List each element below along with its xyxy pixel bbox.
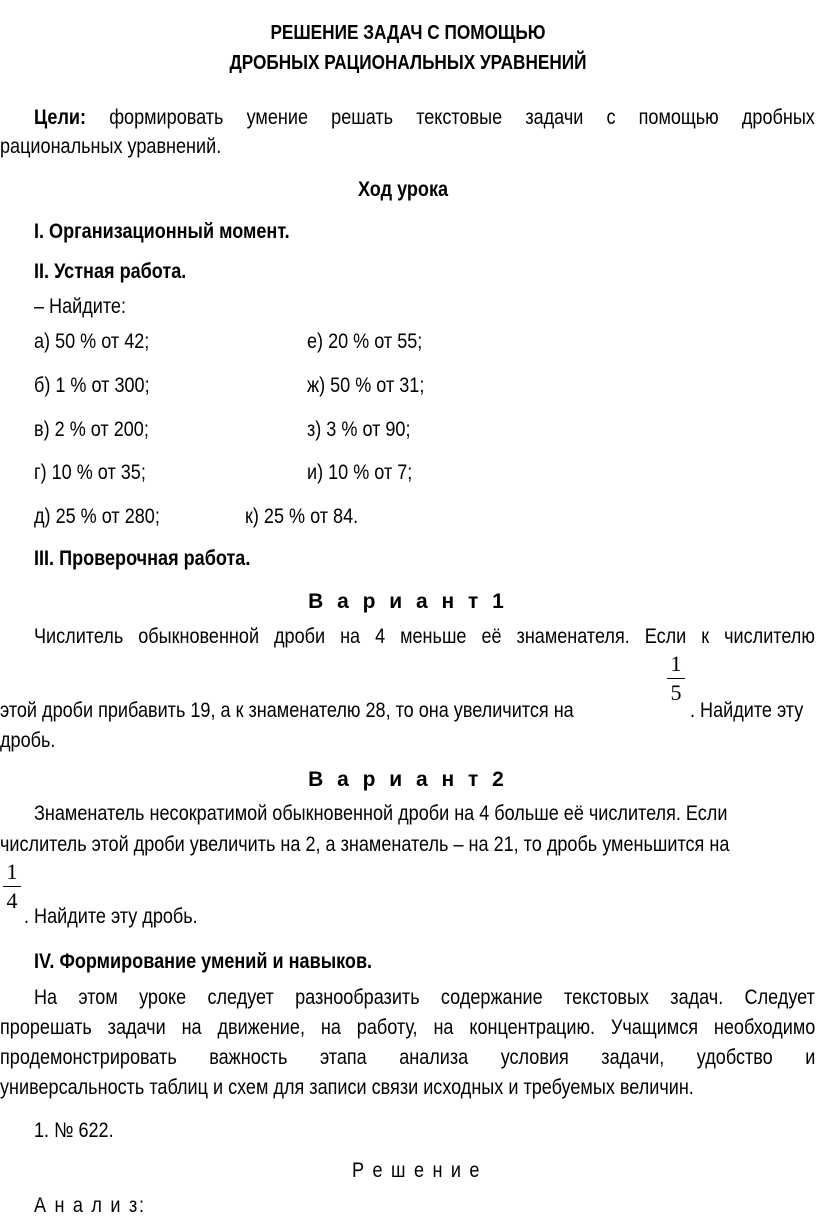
variant-2-heading: В а р и а н т 2 (308, 768, 508, 791)
variant-2-line-3: . Найдите эту дробь. (24, 905, 198, 928)
fraction-numerator: 1 (6, 859, 18, 884)
variant-2-fraction (0, 860, 24, 913)
goals-line-2: рациональных уравнений. (0, 135, 222, 158)
fraction-bar (3, 886, 21, 887)
oral-task-a: а) 50 % от 42; (34, 330, 150, 353)
fraction-denominator: 5 (670, 680, 682, 705)
section-2-heading: II. Устная работа. (34, 260, 187, 283)
variant-1-line-2-end: . Найдите эту (690, 699, 804, 722)
variant-1-heading: В а р и а н т 1 (308, 590, 508, 613)
skills-line-1: На этом уроке следует разнообразить содержание текстовых задач. Следует (34, 986, 815, 1009)
variant-2-line-1: Знаменатель несократимой обыкновенной дроби на 4 больше её числителя. Если (34, 802, 728, 825)
title-line-1: РЕШЕНИЕ ЗАДАЧ С ПОМОЩЬЮ (270, 22, 546, 44)
variant-2-line-2: числитель этой дроби увеличить на 2, а знаменатель – на 21, то дробь уменьшится на (0, 833, 730, 856)
skills-line-3: продемонстрировать важность этапа анализа условия задачи, удобство и (0, 1046, 816, 1069)
solution-label: Р е ш е н и е (352, 1159, 482, 1182)
variant-1-line-1: Числитель обыкновенной дроби на 4 меньше её знаменателя. Если к числителю (34, 625, 815, 648)
fraction-bar (667, 678, 685, 679)
oral-task-g: г) 10 % от 35; (34, 461, 146, 484)
oral-task-b: б) 1 % от 300; (34, 374, 150, 397)
title-line-2: ДРОБНЫХ РАЦИОНАЛЬНЫХ УРАВНЕНИЙ (229, 52, 587, 74)
oral-task-e: е) 20 % от 55; (307, 330, 423, 353)
variant-1-line-2: этой дроби прибавить 19, а к знаменателю 28, то она увеличится на (0, 699, 574, 722)
section-3-heading: III. Проверочная работа. (34, 547, 251, 570)
fraction-denominator: 4 (6, 888, 18, 913)
oral-task-v: в) 2 % от 200; (34, 418, 149, 441)
oral-task-zh: ж) 50 % от 31; (307, 374, 425, 397)
variant-1-fraction (664, 652, 688, 705)
section-1-heading: I. Организационный момент. (34, 220, 290, 243)
oral-task-z: з) 3 % от 90; (307, 418, 411, 441)
analysis-label: А н а л и з: (34, 1194, 146, 1217)
variant-1-line-3: дробь. (0, 729, 56, 752)
task-1-label: 1. № 622. (34, 1119, 114, 1142)
oral-task-k: к) 25 % от 84. (245, 505, 359, 528)
fraction-numerator: 1 (670, 651, 682, 676)
section-4-heading: IV. Формирование умений и навыков. (34, 950, 373, 973)
lesson-heading: Ход урока (358, 178, 449, 201)
goals-label: Цели: (34, 106, 87, 129)
oral-task-d: д) 25 % от 280; (34, 505, 160, 528)
oral-task-i: и) 10 % от 7; (307, 461, 413, 484)
skills-line-4: универсальность таблиц и схем для записи связи исходных и требуемых величин. (0, 1076, 694, 1099)
find-label: – Найдите: (34, 295, 126, 318)
goals-line-1: Цели: формировать умение решать текстовые задачи с помощью дробных (34, 106, 815, 129)
skills-line-2: прорешать задачи на движение, на работу, на концентрацию. Учащимся необходимо (0, 1016, 816, 1039)
